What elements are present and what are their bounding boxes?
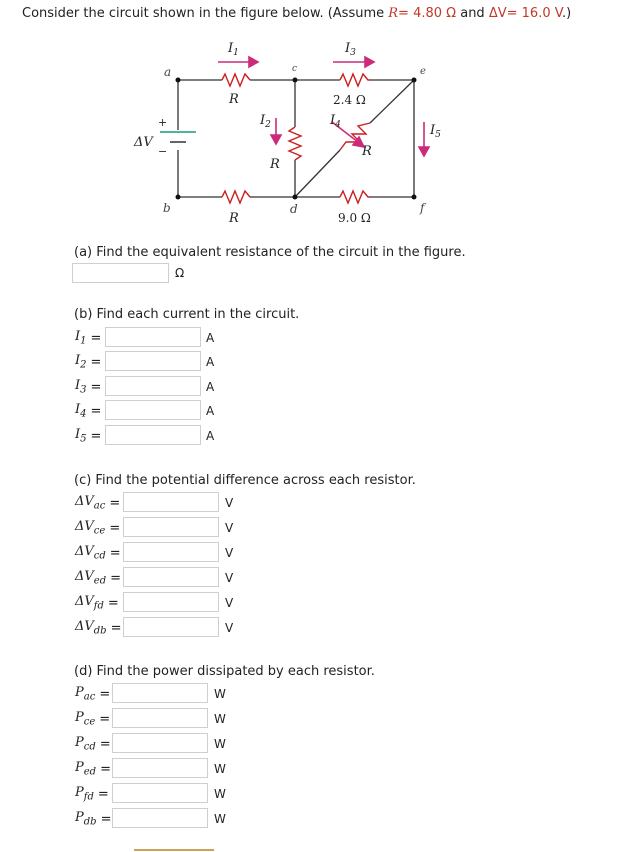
part-a-prompt: (a) Find the equivalent resistance of the circuit in the figure.: [74, 245, 466, 260]
power-fd-input[interactable]: [112, 783, 208, 803]
power-ac-input[interactable]: [112, 683, 208, 703]
power-unit: W: [214, 787, 226, 801]
current-unit: A: [206, 355, 215, 369]
voltage-label: $\Delta V_{cd}$: [75, 544, 106, 562]
voltage-label: $\Delta V_{ce}$: [75, 519, 106, 537]
equivalent-resistance-input[interactable]: [72, 263, 169, 283]
current-i1-input[interactable]: [105, 327, 201, 347]
voltage-unit: V: [225, 596, 234, 610]
current-label: $I_5$: [75, 427, 87, 445]
label-i4: $I_4$: [330, 113, 341, 130]
voltage-unit: V: [225, 571, 234, 585]
arrow-i5: [419, 147, 429, 156]
power-row-ac: $P_{ac}$ =: [75, 685, 111, 703]
power-row-db: $P_{db}$ =: [75, 810, 112, 828]
power-row-cd: $P_{cd}$ =: [75, 735, 111, 753]
voltage-row-ed: $\Delta V_{ed}$ =: [75, 569, 122, 587]
current-row-4: $I_4$ =: [75, 402, 102, 420]
node-d: d: [290, 202, 298, 216]
current-row-5: $I_5$ =: [75, 427, 102, 445]
current-unit: A: [206, 404, 215, 418]
current-i5-input[interactable]: [105, 425, 201, 445]
intro-close: .): [561, 6, 572, 21]
voltage-fd-input[interactable]: [123, 592, 219, 612]
node-c: c: [292, 64, 298, 74]
part-a-unit: Ω: [175, 266, 185, 280]
current-i4-input[interactable]: [105, 400, 201, 420]
cut-off-button-edge[interactable]: [134, 849, 214, 851]
voltage-row-cd: $\Delta V_{cd}$ =: [75, 544, 121, 562]
power-unit: W: [214, 737, 226, 751]
node-f: f: [420, 201, 425, 215]
arrow-i3: [365, 57, 374, 67]
node-e: e: [420, 66, 426, 77]
resistor-fd: [340, 191, 370, 203]
arrow-i1: [249, 57, 258, 67]
current-label: $I_2$: [75, 353, 87, 371]
label-i1: $I_1$: [228, 41, 239, 58]
v-symbol: ΔV: [488, 6, 507, 21]
voltage-label: $\Delta V_{ac}$: [75, 494, 106, 512]
voltage-unit: V: [225, 546, 234, 560]
resistor-cd: [289, 127, 301, 160]
resistor-ce: [340, 74, 370, 86]
voltage-ed-input[interactable]: [123, 567, 219, 587]
circuit-diagram: [0, 0, 641, 240]
current-row-3: $I_3$ =: [75, 378, 102, 396]
label-r-ac: R: [229, 92, 239, 107]
current-label: $I_1$: [75, 329, 87, 347]
voltage-label: $\Delta V_{fd}$: [75, 594, 104, 612]
r-value: = 4.80 Ω: [398, 6, 457, 21]
v-value: = 16.0 V: [506, 6, 562, 21]
arrow-i2: [271, 135, 281, 144]
label-r-cd: R: [270, 157, 280, 172]
part-b-prompt: (b) Find each current in the circuit.: [74, 307, 300, 322]
power-label: $P_{db}$: [75, 810, 97, 828]
node-a: a: [164, 65, 172, 79]
label-2-4-ohm: 2.4 Ω: [333, 93, 366, 107]
power-unit: W: [214, 812, 226, 826]
power-db-input[interactable]: [112, 808, 208, 828]
intro-text: Consider the circuit shown in the figure below. (Assume: [22, 6, 389, 21]
intro-and: and: [456, 6, 489, 21]
r-symbol: R: [388, 6, 399, 21]
power-unit: W: [214, 762, 226, 776]
voltage-db-input[interactable]: [123, 617, 219, 637]
voltage-row-db: $\Delta V_{db}$ =: [75, 619, 122, 637]
power-label: $P_{ac}$: [75, 685, 96, 703]
power-row-ce: $P_{ce}$ =: [75, 710, 111, 728]
power-unit: W: [214, 712, 226, 726]
power-label: $P_{cd}$: [75, 735, 96, 753]
current-label: $I_3$: [75, 378, 87, 396]
power-ce-input[interactable]: [112, 708, 208, 728]
current-row-1: $I_1$ =: [75, 329, 102, 347]
current-unit: A: [206, 331, 215, 345]
voltage-row-ac: $\Delta V_{ac}$ =: [75, 494, 121, 512]
voltage-unit: V: [225, 621, 234, 635]
label-i2: $I_2$: [260, 113, 271, 130]
battery-minus: −: [158, 145, 168, 158]
power-row-ed: $P_{ed}$ =: [75, 760, 111, 778]
voltage-row-ce: $\Delta V_{ce}$ =: [75, 519, 121, 537]
voltage-unit: V: [225, 521, 234, 535]
battery-plus: +: [158, 116, 168, 129]
voltage-unit: V: [225, 496, 234, 510]
label-r-db: R: [229, 211, 239, 226]
label-delta-v: ΔV: [134, 135, 153, 150]
current-i3-input[interactable]: [105, 376, 201, 396]
node-b: b: [163, 201, 171, 215]
power-cd-input[interactable]: [112, 733, 208, 753]
voltage-cd-input[interactable]: [123, 542, 219, 562]
current-unit: A: [206, 429, 215, 443]
voltage-label: $\Delta V_{db}$: [75, 619, 107, 637]
power-label: $P_{ed}$: [75, 760, 97, 778]
power-label: $P_{ce}$: [75, 710, 96, 728]
voltage-row-fd: $\Delta V_{fd}$ =: [75, 594, 119, 612]
part-c-prompt: (c) Find the potential difference across each resistor.: [74, 473, 416, 488]
label-r-ed: R: [362, 144, 372, 159]
part-d-prompt: (d) Find the power dissipated by each resistor.: [74, 664, 375, 679]
battery-symbol: [160, 132, 196, 142]
current-unit: A: [206, 380, 215, 394]
label-i5: $I_5$: [430, 123, 441, 140]
label-9-ohm: 9.0 Ω: [338, 211, 371, 225]
power-ed-input[interactable]: [112, 758, 208, 778]
resistor-ac: [222, 74, 250, 86]
current-label: $I_4$: [75, 402, 87, 420]
voltage-label: $\Delta V_{ed}$: [75, 569, 107, 587]
power-row-fd: $P_{fd}$ =: [75, 785, 109, 803]
resistor-db: [222, 191, 250, 203]
power-unit: W: [214, 687, 226, 701]
power-label: $P_{fd}$: [75, 785, 94, 803]
current-i2-input[interactable]: [105, 351, 201, 371]
label-i3: $I_3$: [345, 41, 356, 58]
voltage-ce-input[interactable]: [123, 517, 219, 537]
voltage-ac-input[interactable]: [123, 492, 219, 512]
current-row-2: $I_2$ =: [75, 353, 102, 371]
